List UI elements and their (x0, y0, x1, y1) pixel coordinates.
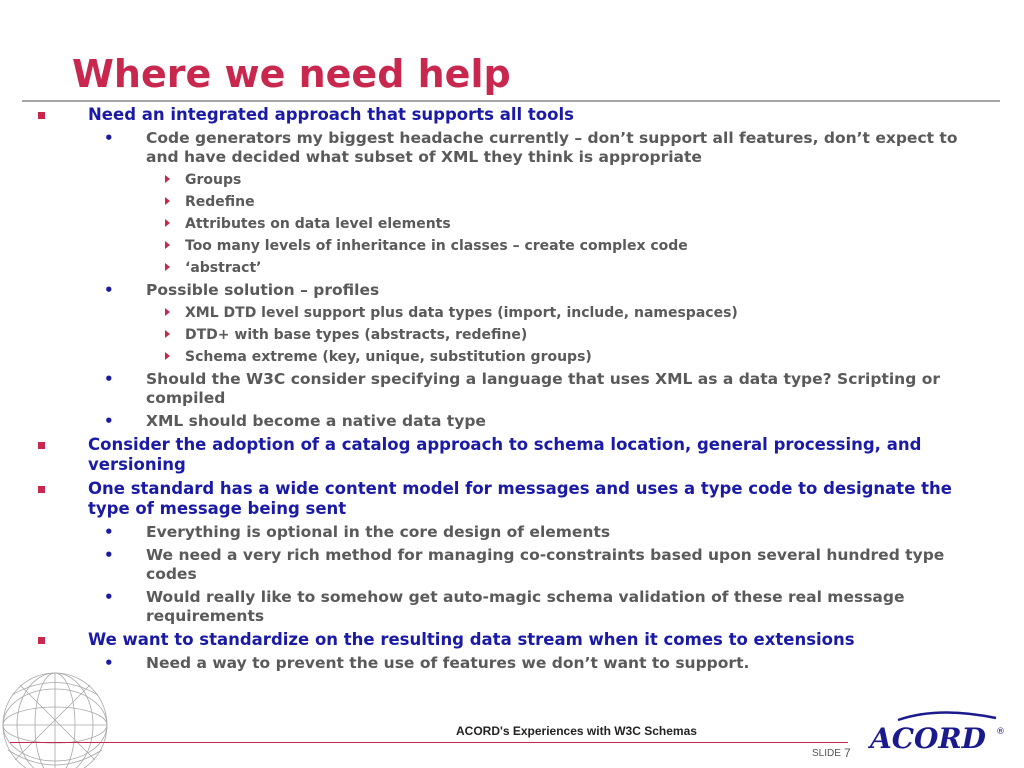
square-bullet-icon (38, 442, 45, 449)
bullet-text: Consider the adoption of a catalog approach to schema location, general processing, and versioning (88, 435, 922, 474)
bullet-text: We need a very rich method for managing co-constraints based upon several hundred type codes (146, 546, 945, 583)
triangle-bullet-icon (165, 197, 170, 205)
triangle-bullet-icon (165, 330, 170, 338)
bullet-level-1 (88, 435, 994, 475)
bullet-level-2 (104, 281, 994, 300)
logo-registered-mark: ® (996, 727, 1005, 737)
square-bullet-icon (38, 486, 45, 493)
bullet-text: Would really like to somehow get auto-magic schema validation of these real message requirements (146, 588, 905, 625)
dot-bullet-icon: • (104, 523, 114, 541)
square-bullet-icon (38, 637, 45, 644)
bullet-level-1 (88, 105, 994, 125)
bullet-text: DTD+ with base types (abstracts, redefine) (185, 327, 528, 343)
dot-bullet-icon: • (104, 412, 114, 430)
bullet-text: ‘abstract’ (185, 260, 262, 276)
bullet-text: Possible solution – profiles (146, 281, 380, 299)
bullet-text: Schema extreme (key, unique, substitution groups) (185, 349, 592, 365)
bullet-level-2 (104, 370, 994, 408)
bullet-level-3 (185, 215, 994, 233)
footer-divider (10, 742, 848, 743)
triangle-bullet-icon (165, 241, 170, 249)
bullet-level-3 (185, 259, 994, 277)
bullet-level-3 (185, 348, 994, 366)
bullet-text: Too many levels of inheritance in classes – create complex code (185, 238, 688, 254)
slide-label: SLIDE (812, 748, 841, 759)
bullet-text: XML DTD level support plus data types (import, include, namespaces) (185, 305, 738, 321)
bullet-text: One standard has a wide content model for messages and uses a type code to designate the type of message being sent (88, 479, 952, 518)
dot-bullet-icon: • (104, 370, 114, 388)
dot-bullet-icon: • (104, 654, 114, 672)
bullet-level-3 (185, 304, 994, 322)
bullet-text: Groups (185, 172, 242, 188)
bullet-level-3 (185, 171, 994, 189)
bullet-text: Everything is optional in the core design of elements (146, 523, 611, 541)
bullet-text: XML should become a native data type (146, 412, 486, 430)
bullet-level-2 (104, 412, 994, 431)
dot-bullet-icon: • (104, 546, 114, 564)
dot-bullet-icon: • (104, 281, 114, 299)
bullet-text: Attributes on data level elements (185, 216, 451, 232)
triangle-bullet-icon (165, 352, 170, 360)
logo-swoosh (898, 712, 996, 720)
bullet-level-1 (88, 479, 994, 519)
triangle-bullet-icon (165, 263, 170, 271)
bullet-level-2 (104, 654, 994, 673)
bullet-list (0, 105, 1024, 677)
slide-title: Where we need help (72, 52, 511, 96)
square-bullet-icon (38, 112, 45, 119)
bullet-text: We want to standardize on the resulting data stream when it comes to extensions (88, 630, 855, 649)
bullet-level-2 (104, 129, 994, 167)
bullet-text: Need a way to prevent the use of features we don’t want to support. (146, 654, 750, 672)
slide-number: 7 (844, 746, 851, 760)
logo-text: ACORD (870, 722, 986, 755)
triangle-bullet-icon (165, 219, 170, 227)
bullet-level-3 (185, 193, 994, 211)
bullet-text: Should the W3C consider specifying a language that uses XML as a data type? Scripting or compiled (146, 370, 940, 407)
footer-title: ACORD's Experiences with W3C Schemas (456, 724, 697, 738)
bullet-level-1 (88, 630, 994, 650)
dot-bullet-icon: • (104, 129, 114, 147)
bullet-text: Redefine (185, 194, 255, 210)
bullet-text: Need an integrated approach that supports all tools (88, 105, 574, 124)
bullet-level-2 (104, 546, 994, 584)
globe-graphic (0, 650, 130, 768)
bullet-level-3 (185, 326, 994, 344)
bullet-text: Code generators my biggest headache currently – don’t support all features, don’t expect to and have decided what subset of XML they think is appropriate (146, 129, 958, 166)
bullet-level-2 (104, 523, 994, 542)
acord-logo (868, 708, 1008, 758)
triangle-bullet-icon (165, 308, 170, 316)
bullet-level-2 (104, 588, 994, 626)
dot-bullet-icon: • (104, 588, 114, 606)
triangle-bullet-icon (165, 175, 170, 183)
bullet-level-3 (185, 237, 994, 255)
title-divider (22, 100, 1000, 102)
